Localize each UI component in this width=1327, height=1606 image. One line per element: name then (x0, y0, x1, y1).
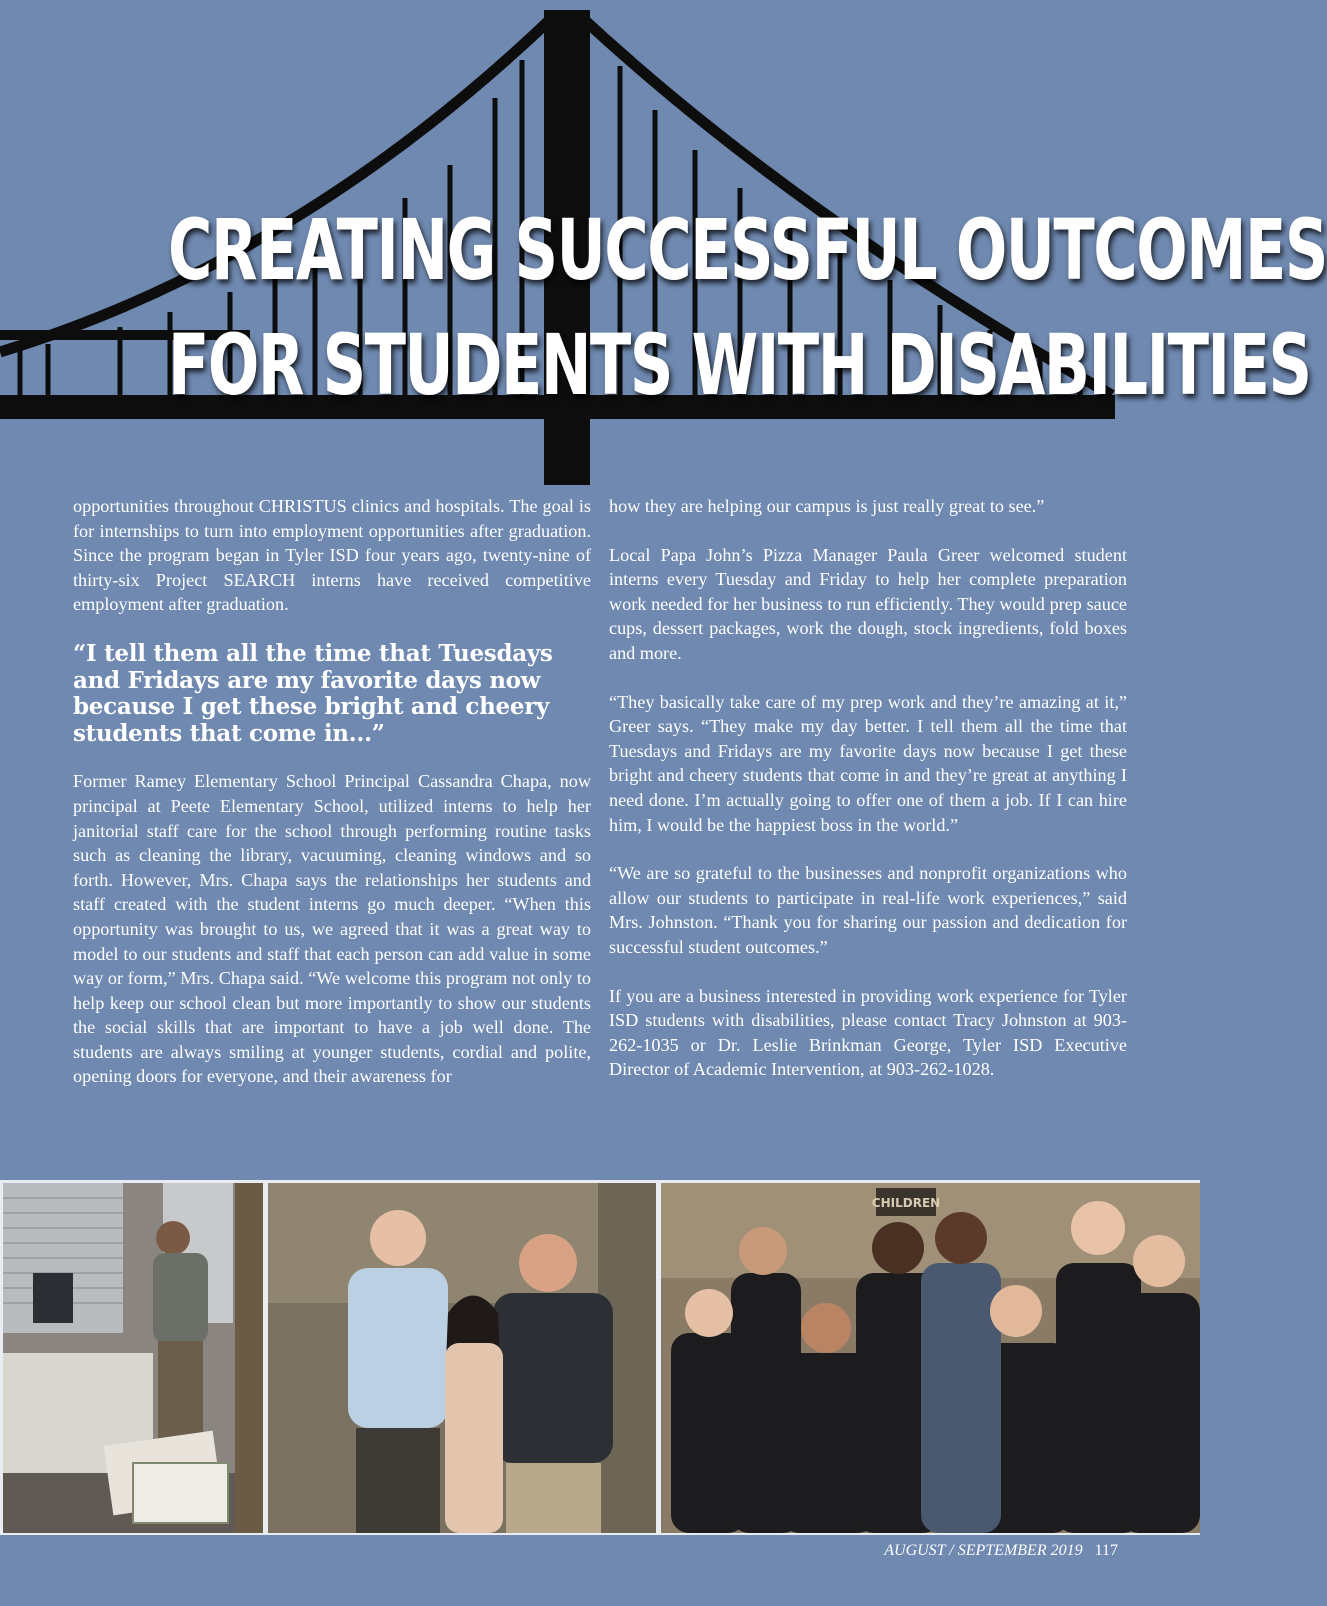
body-paragraph: If you are a business interested in providing work experience for Tyler ISD students with disabilities, please contact Tracy Johnston at 903-262-1035 or Dr. Leslie Brinkman George, Tyler ISD Executive Director of Academic Intervention, at 903-262-1028. (609, 985, 1127, 1080)
body-paragraph: “They basically take care of my prep work and they’re amazing at it,” Greer says. “They make my day better. I tell them all the time that Tuesdays and Fridays are my favorite days now because I get these bright and cheery students that come in and they’re great at anything I need done. I’m actually going to offer one of them a job. If I can hire him, I would be the happiest boss in the world.” (609, 691, 1127, 835)
photo-strip (0, 1180, 1200, 1535)
issue-date: AUGUST / SEPTEMBER 2019 (884, 1542, 1083, 1559)
pull-quote: “I tell them all the time that Tuesdays and Fridays are my favorite days now because I get these bright and cheery students that come in...” (73, 639, 553, 747)
photo-student-group (661, 1183, 1200, 1533)
page-title-line-1: CREATING SUCCESSFUL OUTCOMES (167, 201, 1327, 299)
body-paragraph: how they are helping our campus is just really great to see.” (609, 496, 1045, 516)
page-title-line-2: FOR STUDENTS WITH DISABILITIES (167, 316, 1311, 414)
body-paragraph: “We are so grateful to the businesses and nonprofit organizations who allow our students to participate in real-life work experiences,” said Mrs. Johnston. “Thank you for sharing our passion and dedication for successful student outcomes.” (609, 863, 1127, 957)
page-number: 117 (1094, 1542, 1118, 1559)
photo-three-people (268, 1183, 656, 1533)
page-footer (884, 1542, 1118, 1560)
body-paragraph: opportunities throughout CHRISTUS clinics and hospitals. The goal is for internships to turn into employment opportunities after graduation. Since the program began in Tyler ISD four years ago, twenty-nine of thirty-six Project SEARCH interns have received competitive employment after graduation. (73, 496, 591, 615)
body-paragraph: Former Ramey Elementary School Principal Cassandra Chapa, now principal at Peete Elementary School, utilized interns to help her janitorial staff care for the school through performing routine tasks such as cleaning the library, vacuuming, cleaning windows and so forth. However, Mrs. Chapa says the relationships her students and staff created with the student interns go much deeper. “When this opportunity was brought to us, we agreed that it was a great way to model to our students and staff that each person can add value in some way or form,” Mrs. Chapa said. “We welcome this program not only to help keep our school clean but more importantly to show our students the social skills that are important to have a job well done. The students are always smiling at younger students, cordial and polite, opening doors for everyone, and their awareness for (73, 771, 591, 1087)
sign-text: CHILDREN (871, 1196, 941, 1210)
left-column (73, 494, 591, 1113)
right-column (609, 494, 1127, 1106)
photo-intern-working (3, 1183, 263, 1533)
header (0, 0, 1327, 490)
body-paragraph: Local Papa John’s Pizza Manager Paula Greer welcomed student interns every Tuesday and Friday to help her complete preparation work needed for her business to run efficiently. They would prep sauce cups, dessert packages, work the dough, stock ingredients, fold boxes and more. (609, 544, 1127, 663)
